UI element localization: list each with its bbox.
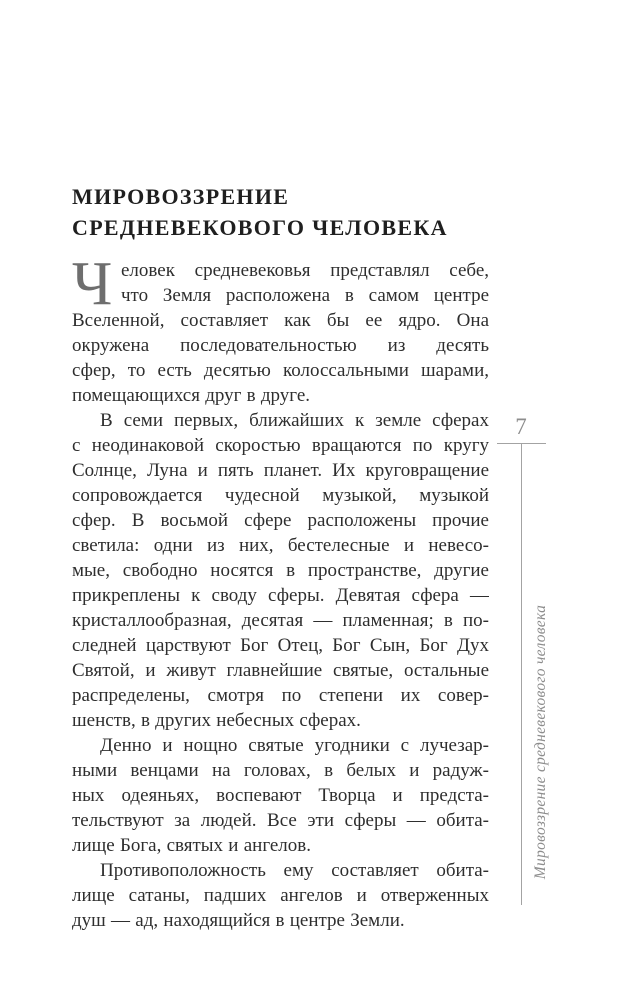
- paragraph: [72, 858, 489, 933]
- body-line: Солнце, Луна и пять планет. Их круговращение: [72, 460, 489, 481]
- body-text: [72, 250, 489, 933]
- body-line: светила: одни из них, бестелесные и невесо-: [72, 535, 489, 556]
- body-line: с неодинаковой скоростью вращаются по кругу: [72, 435, 489, 456]
- margin-rule-vertical: [521, 443, 522, 905]
- body-line: мые, свободно носятся в пространстве, другие: [72, 560, 489, 581]
- paragraph: [72, 408, 489, 733]
- paragraph: [72, 250, 489, 408]
- body-line: сфер, то есть десятью колоссальными шарами,: [72, 360, 489, 381]
- body-line: окружена последовательностью из десять: [72, 335, 489, 356]
- body-line: помещающихся друг в друге.: [72, 385, 311, 406]
- body-line: В семи первых, ближайших к земле сферах: [100, 410, 489, 431]
- body-line: кристаллообразная, десятая — пламенная; в по-: [72, 610, 489, 631]
- body-line: тельствуют за людей. Все эти сферы — обита-: [72, 810, 489, 831]
- body-line: следней царствуют Бог Отец, Бог Сын, Бог Дух: [72, 635, 489, 656]
- chapter-title: [72, 181, 502, 243]
- running-title-vertical: Мировоззрение средневекового человека: [532, 604, 549, 880]
- drop-cap: Ч: [72, 250, 113, 318]
- body-line: душ — ад, находящийся в центре Земли.: [72, 910, 405, 931]
- body-line: Вселенной, составляет как бы ее ядро. Она: [72, 310, 489, 331]
- chapter-title-line: СРЕДНЕВЕКОВОГО ЧЕЛОВЕКА: [72, 215, 448, 240]
- body-line: Денно и нощно святые угодники с лучезар-: [100, 735, 489, 756]
- body-line: Противоположность ему составляет обита-: [100, 860, 489, 881]
- body-line: лище сатаны, падших ангелов и отверженных: [72, 885, 489, 906]
- body-line: прикреплены к своду сферы. Девятая сфера —: [72, 585, 489, 606]
- body-line: шенств, в других небесных сферах.: [72, 710, 361, 731]
- body-line: Святой, и живут главнейшие святые, остальные: [72, 660, 489, 681]
- page-number: 7: [515, 414, 527, 439]
- body-line: сфер. В восьмой сфере расположены прочие: [72, 510, 489, 531]
- body-line: ных одеяньях, воспевают Творца и предста-: [72, 785, 489, 806]
- body-line: сопровождается чудесной музыкой, музыкой: [72, 485, 489, 506]
- body-line: распределены, смотря по степени их совер-: [72, 685, 489, 706]
- chapter-title-line: МИРОВОЗЗРЕНИЕ: [72, 184, 290, 209]
- body-line: лище Бога, святых и ангелов.: [72, 835, 312, 856]
- paragraph: [72, 733, 489, 858]
- body-line: еловек средневековья представлял себе,: [121, 260, 489, 281]
- body-line: что Земля расположена в самом центре: [121, 285, 489, 306]
- body-line: ными венцами на головах, в белых и радуж-: [72, 760, 489, 781]
